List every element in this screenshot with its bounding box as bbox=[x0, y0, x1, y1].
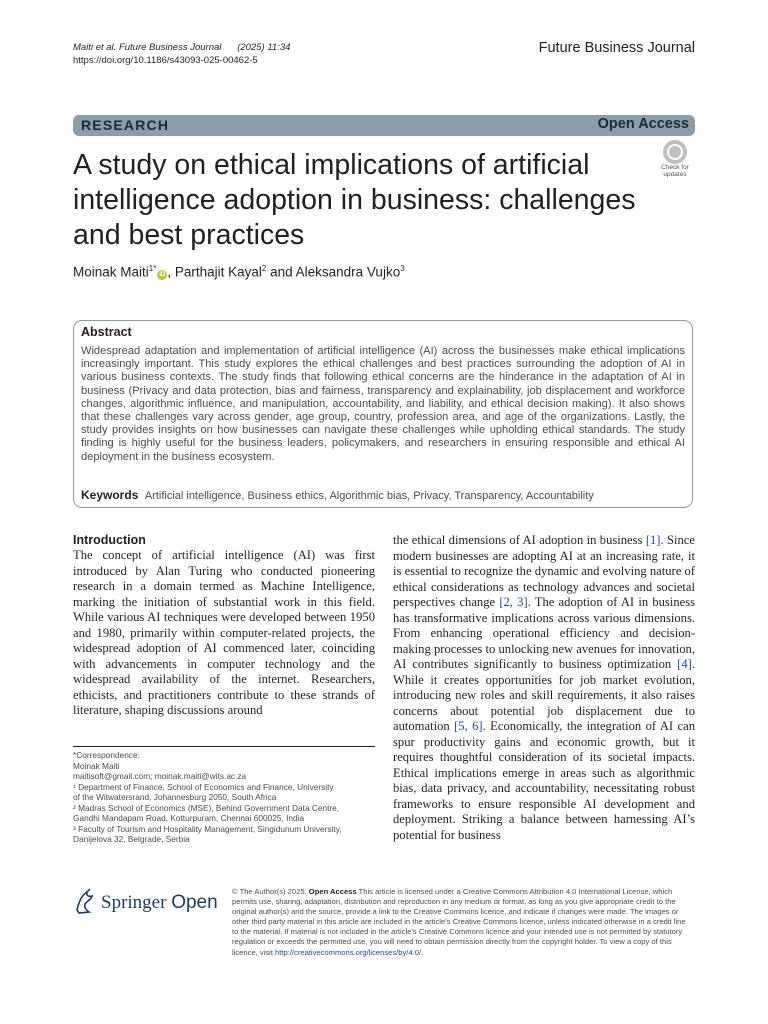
citation-authors: Maiti et al. bbox=[73, 42, 117, 53]
author-name[interactable]: Moinak Maiti bbox=[73, 264, 149, 280]
correspondence-footnotes bbox=[73, 750, 375, 845]
springer-open-suffix: Open bbox=[171, 892, 218, 913]
check-for-updates-button[interactable] bbox=[656, 140, 694, 180]
springer-horse-icon bbox=[73, 888, 97, 916]
keywords-label: Keywords bbox=[81, 488, 139, 502]
article-title: A study on ethical implications of artificial intelligence adoption in business: challenges and best practices bbox=[73, 149, 636, 251]
author-separator: and bbox=[266, 264, 296, 280]
author-affiliation: 1* bbox=[148, 264, 157, 273]
check-updates-icon bbox=[663, 140, 687, 164]
check-updates-line1: Check for bbox=[661, 164, 689, 171]
abstract-heading: Abstract bbox=[81, 325, 132, 339]
introduction-left-column: The concept of artificial intelligence (AI) was first introduced by Alan Turing who conducted pioneering research in a domain termed as Machine Intelligence, marking the initiation of substantial work in this field. While various AI techniques were developed between 1950 and 1980, primarily within computer-related projects, the widespread adoption of AI commenced later, coinciding with advancements in computer technology and the widespread availability of the internet. Researchers, ethicists, and practitioners contribute to these strands of literature, shaping discussions around bbox=[73, 548, 375, 717]
body-text: the ethical dimensions of AI adoption in business bbox=[393, 533, 646, 547]
author-name[interactable]: Parthajit Kayal bbox=[174, 264, 262, 280]
open-access-label: Open Access bbox=[597, 116, 689, 132]
footnote-line: Gandhi Mandapam Road, Kotturpuram, Chennai 600025, India bbox=[73, 813, 305, 823]
springer-wordmark bbox=[101, 892, 218, 914]
citation-journal: Future Business Journal bbox=[118, 42, 222, 53]
footnote-divider bbox=[73, 746, 375, 747]
author-affiliation: 2 bbox=[261, 264, 267, 273]
author-affiliation: 3 bbox=[400, 264, 405, 273]
citation-line bbox=[73, 41, 290, 54]
license-body: This article is licensed under a Creative Commons Attribution 4.0 International License, which permits use, sharing, adaptation, distribution and reproduction in any medium or format, as long as you give appropriate credit to the original author(s) and the source, provide a link to the Creative Commons licence, and indicate if changes were made. The images or other third party material in this article are included in the article’s Creative Commons licence, unless indicated otherwise in a credit line to the material. If material is not included in the article’s Creative Commons licence and your intended use is not permitted by statutory regulation or exceeds the permitted use, you will need to obtain permission directly from the copyright holder. To view a copy of this licence, visit bbox=[232, 887, 686, 957]
journal-name: Future Business Journal bbox=[538, 40, 695, 56]
orcid-icon[interactable]: iD bbox=[159, 271, 166, 278]
check-updates-line2: updates bbox=[663, 171, 687, 178]
body-text: . While it creates opportunities for job market evolution, introducing new roles and skill requirements, it also raises concerns about potential job displacement due to automation bbox=[393, 657, 695, 733]
body-text: . Since modern businesses are adopting AI at an increasing rate, it is essential to recognize the dynamic and evolving nature of ethical considerations as technology advances and societal perspectives change bbox=[393, 533, 695, 609]
footnote-line: Moinak Maiti bbox=[73, 760, 120, 771]
license-notice bbox=[232, 887, 694, 958]
keywords bbox=[81, 489, 685, 503]
citation-ref: (2025) 11:34 bbox=[237, 42, 291, 53]
citation-link[interactable]: [4] bbox=[677, 657, 692, 671]
footnote-line: of the Witwatersrand, Johannesburg 2050, South Africa bbox=[73, 792, 277, 802]
author-name[interactable]: Aleksandra Vujko bbox=[295, 264, 401, 280]
open-access-label: Open Access bbox=[308, 887, 357, 896]
introduction-heading: Introduction bbox=[73, 533, 146, 547]
body-text: . The adoption of AI in business has transformative implications across various dimensions. From enhancing operational efficiency and decision-making processes to unlocking new avenues for innovation, AI contributes significantly to business optimization bbox=[393, 595, 696, 671]
footnote-line: Danijelova 32, Belgrade, Serbia bbox=[73, 834, 190, 844]
body-text: . Economically, the integration of AI can spur productivity gains and economic growth, but it requires thoughtful consideration of its societal impacts. Ethical implications emerge in areas such as algorithmic bias, data privacy, and accountability, necessitating robust frameworks to ensure responsible AI development and deployment. Striking a balance between harnessing AI’s potential for business bbox=[393, 719, 695, 842]
springer-name: Springer bbox=[101, 892, 167, 913]
license-suffix: . bbox=[421, 947, 424, 957]
copyright-text: © The Author(s) 2025. bbox=[232, 887, 309, 896]
author-separator: , bbox=[167, 264, 175, 280]
footnote-line: *Correspondence: bbox=[73, 750, 140, 760]
running-header bbox=[73, 41, 290, 67]
abstract-text: Widespread adaptation and implementation of artificial intelligence (AI) across the businesses make ethical implications increasingly important. This study explores the ethical challenges and best practices surrounding the adoption of AI in various business contexts. The study finds that following ethical concerns are the hinderance in the adaptation of AI in business (Privacy and data protection, bias and fairness, transparency and explainability, job displacement and workforce changes, algorithmic influence, and manipulation, accountability, and liability, and ethical decision making). It also shows that these challenges vary across gender, age group, country, profession area, and age of the organizations. Lastly, the study provides insights on how businesses can navigate these challenges while upholding ethical standards. The study finding is highly useful for the business leaders, policymakers, and researchers in ensuring responsible and ethical AI deployment in the business ecosystem. bbox=[81, 345, 685, 463]
footnote-line: ² Madras School of Economics (MSE), Behind Government Data Centre, bbox=[73, 802, 340, 813]
introduction-right-column bbox=[393, 533, 695, 843]
license-link[interactable]: http://creativecommons.org/licenses/by/4.0/ bbox=[275, 947, 422, 957]
section-label: RESEARCH bbox=[81, 117, 170, 133]
footnote-email[interactable]: maitisoft@gmail.com; moinak.maiti@wits.ac.za bbox=[73, 771, 247, 781]
author-list bbox=[73, 264, 405, 280]
keywords-list: Artificial intelligence, Business ethics, Algorithmic bias, Privacy, Transparency, Accountability bbox=[144, 490, 594, 502]
citation-link[interactable]: [1] bbox=[645, 533, 661, 547]
citation-link[interactable]: [5, 6] bbox=[454, 719, 483, 733]
section-banner bbox=[73, 115, 695, 136]
footnote-line: ³ Faculty of Tourism and Hospitality Management, Singidunum University, bbox=[73, 823, 342, 834]
doi-link[interactable]: https://doi.org/10.1186/s43093-025-00462-5 bbox=[73, 55, 258, 66]
footnote-line: ¹ Department of Finance, School of Economics and Finance, University bbox=[73, 781, 334, 792]
citation-link[interactable]: [2, 3] bbox=[499, 595, 528, 609]
